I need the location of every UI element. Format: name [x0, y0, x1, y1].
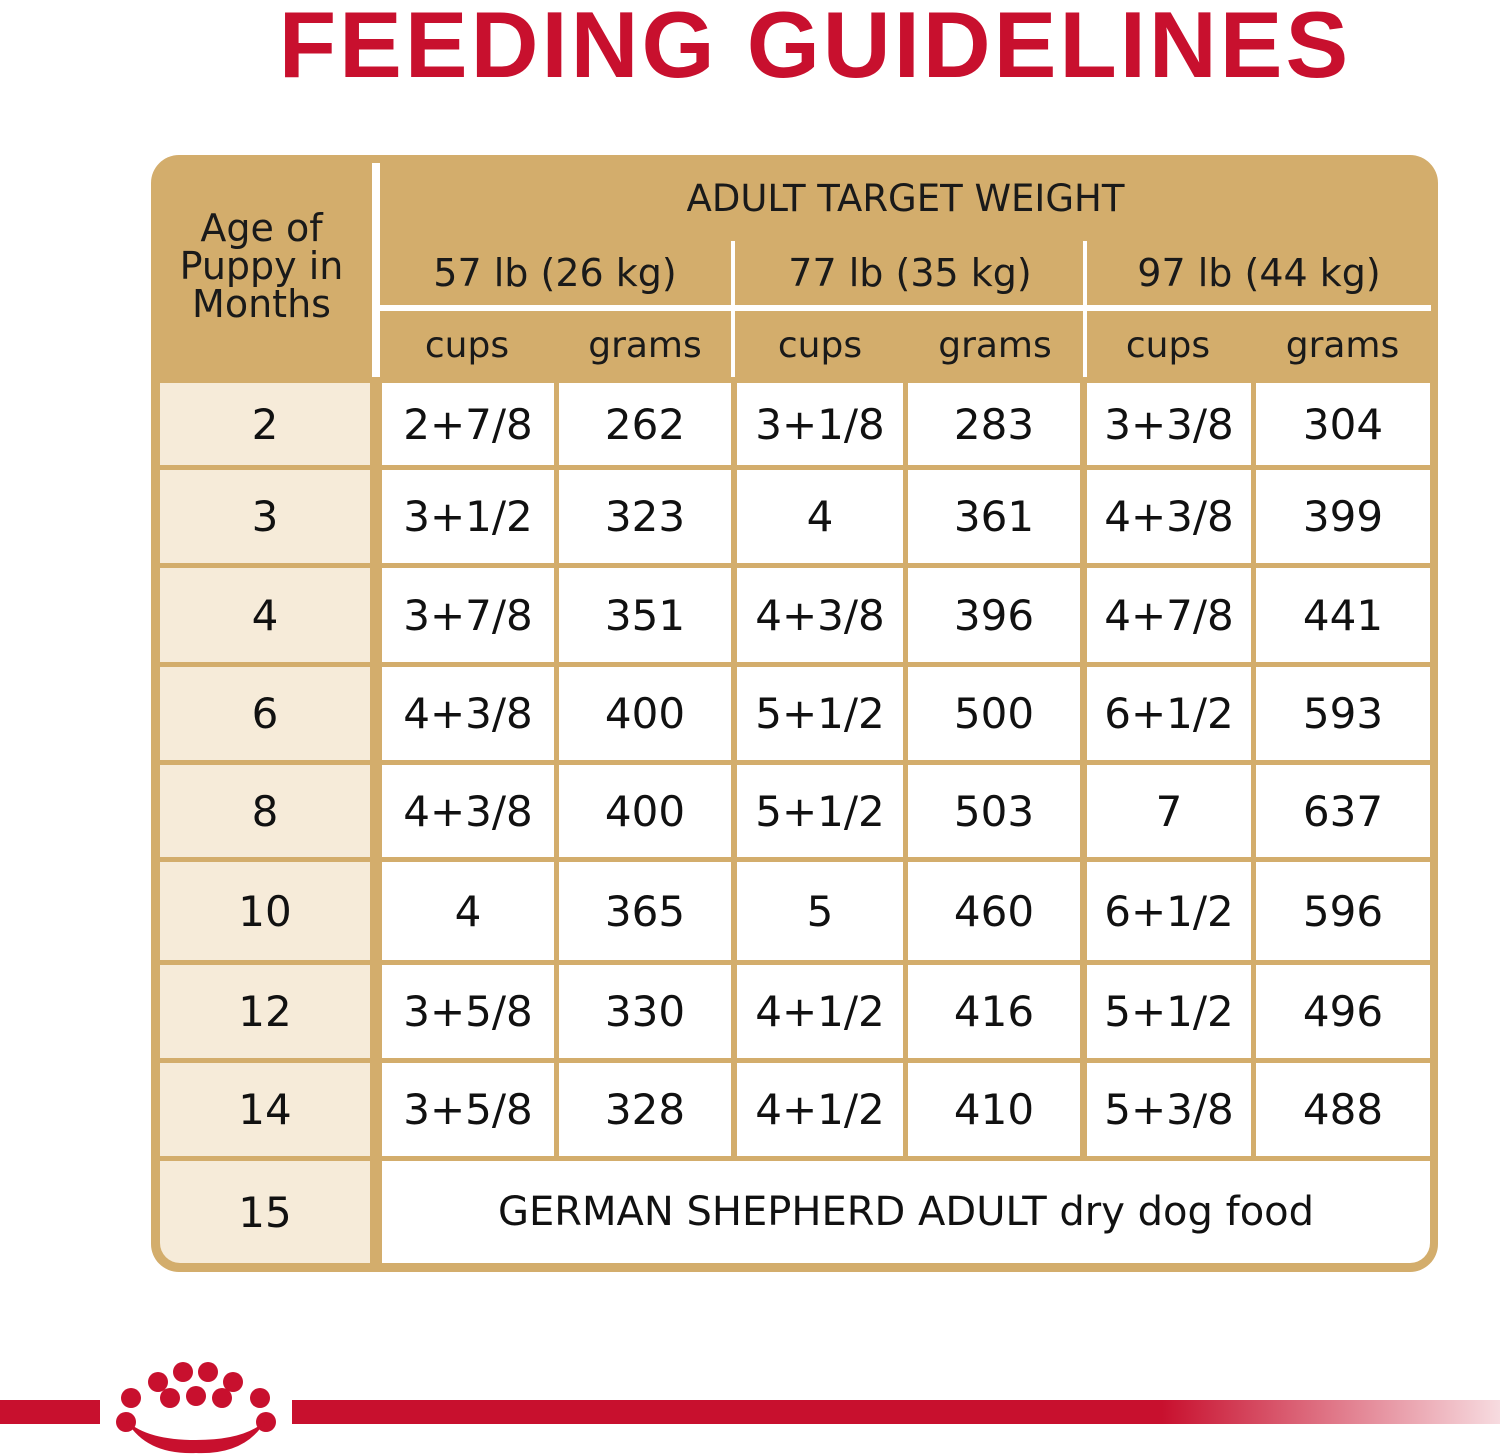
grams-77lb: 410	[908, 1063, 1080, 1156]
cups-77lb: 3+1/8	[737, 383, 903, 465]
cups-97lb: 4+3/8	[1087, 470, 1251, 563]
grams-77lb: 396	[908, 568, 1080, 662]
weight-header-97lb: 97 lb (44 kg)	[1137, 251, 1381, 295]
age-cell: 4	[160, 568, 370, 662]
grams-77lb: 416	[908, 965, 1080, 1058]
cups-77lb: 5+1/2	[737, 765, 903, 857]
cups-57lb: 3+1/2	[382, 470, 554, 563]
cups-57lb: 4+3/8	[382, 667, 554, 760]
header-divider-vertical	[372, 163, 380, 377]
age-cell: 12	[160, 965, 370, 1058]
age-cell: 15	[160, 1161, 370, 1263]
grams-77lb: 500	[908, 667, 1080, 760]
cups-77lb: 5	[737, 862, 903, 960]
grams-97lb: 304	[1256, 383, 1430, 465]
cups-97lb: 5+3/8	[1087, 1063, 1251, 1156]
grams-77lb: 503	[908, 765, 1080, 857]
cups-77lb: 4	[737, 470, 903, 563]
grams-57lb: 351	[559, 568, 731, 662]
grams-57lb: 365	[559, 862, 731, 960]
unit-header-cups-57lb: cups	[424, 324, 510, 366]
page-title: FEEDING GUIDELINES	[278, 0, 1352, 97]
grams-77lb: 283	[908, 383, 1080, 465]
grams-97lb: 488	[1256, 1063, 1430, 1156]
grams-97lb: 637	[1256, 765, 1430, 857]
unit-header-cups-77lb: cups	[777, 324, 863, 366]
grams-97lb: 441	[1256, 568, 1430, 662]
adult-food-recommendation: GERMAN SHEPHERD ADULT dry dog food	[382, 1161, 1430, 1263]
unit-header-grams-97lb: grams	[1285, 324, 1400, 366]
cups-77lb: 4+1/2	[737, 965, 903, 1058]
grams-77lb: 361	[908, 470, 1080, 563]
grams-57lb: 400	[559, 765, 731, 857]
cups-97lb: 5+1/2	[1087, 965, 1251, 1058]
grams-57lb: 328	[559, 1063, 731, 1156]
adult-target-weight-header: ADULT TARGET WEIGHT	[686, 176, 1125, 220]
cups-97lb: 6+1/2	[1087, 862, 1251, 960]
age-header-line-1: Age of	[200, 206, 323, 250]
brand-bar-left	[0, 1400, 100, 1424]
age-header	[151, 155, 372, 377]
weight-header-57lb: 57 lb (26 kg)	[433, 251, 677, 295]
grams-57lb: 262	[559, 383, 731, 465]
cups-77lb: 5+1/2	[737, 667, 903, 760]
cups-97lb: 4+7/8	[1087, 568, 1251, 662]
cups-57lb: 3+5/8	[382, 965, 554, 1058]
unit-header-grams-57lb: grams	[588, 324, 702, 366]
royal-canin-crown-logo	[106, 1360, 286, 1455]
age-cell: 10	[160, 862, 370, 960]
cups-57lb: 4	[382, 862, 554, 960]
cups-57lb: 3+5/8	[382, 1063, 554, 1156]
grams-57lb: 400	[559, 667, 731, 760]
age-cell: 6	[160, 667, 370, 760]
age-cell: 2	[160, 383, 370, 465]
age-cell: 3	[160, 470, 370, 563]
grams-57lb: 330	[559, 965, 731, 1058]
grams-97lb: 596	[1256, 862, 1430, 960]
cups-97lb: 6+1/2	[1087, 667, 1251, 760]
cups-57lb: 4+3/8	[382, 765, 554, 857]
age-cell: 14	[160, 1063, 370, 1156]
age-header-line-2: Puppy in	[179, 244, 344, 288]
grams-57lb: 323	[559, 470, 731, 563]
cups-77lb: 4+3/8	[737, 568, 903, 662]
age-header-line-3: Months	[192, 282, 331, 326]
cups-77lb: 4+1/2	[737, 1063, 903, 1156]
unit-header-cups-97lb: cups	[1125, 324, 1211, 366]
brand-bar-right	[292, 1400, 1500, 1424]
age-cell: 8	[160, 765, 370, 857]
cups-97lb: 3+3/8	[1087, 383, 1251, 465]
cups-97lb: 7	[1087, 765, 1251, 857]
weight-header-77lb: 77 lb (35 kg)	[788, 251, 1032, 295]
cups-57lb: 2+7/8	[382, 383, 554, 465]
grams-97lb: 593	[1256, 667, 1430, 760]
grams-77lb: 460	[908, 862, 1080, 960]
unit-header-grams-77lb: grams	[938, 324, 1052, 366]
grams-97lb: 399	[1256, 470, 1430, 563]
grams-97lb: 496	[1256, 965, 1430, 1058]
cups-57lb: 3+7/8	[382, 568, 554, 662]
feeding-table	[151, 155, 1438, 1272]
header-divider-horizontal	[380, 305, 1431, 311]
